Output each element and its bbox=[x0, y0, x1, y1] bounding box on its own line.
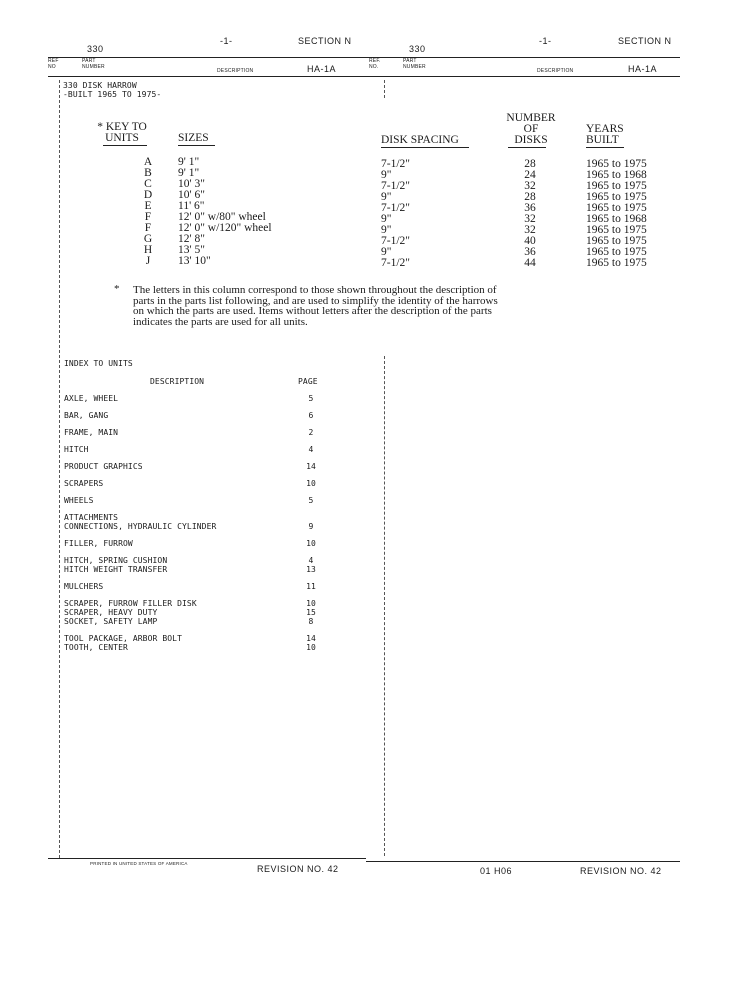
right-page-number: -1- bbox=[539, 36, 552, 46]
key-cell: C bbox=[144, 178, 152, 190]
document-title: 330 DISK HARROW -BUILT 1965 TO 1975- bbox=[63, 81, 162, 99]
index-page: 13 bbox=[306, 565, 316, 574]
years-cell: 1965 to 1968 bbox=[586, 213, 647, 225]
spacing-cell: 9" bbox=[381, 169, 392, 181]
index-item: TOOL PACKAGE, ARBOR BOLT bbox=[64, 634, 182, 643]
right-model-number: 330 bbox=[409, 44, 426, 54]
years-cell: 1965 to 1975 bbox=[586, 180, 647, 192]
index-page: 10 bbox=[306, 539, 316, 548]
years-built-underline bbox=[586, 147, 624, 148]
left-page-number: -1- bbox=[220, 36, 233, 46]
spacing-cell: 9" bbox=[381, 224, 392, 236]
key-cell: H bbox=[143, 244, 153, 256]
index-item: MULCHERS bbox=[64, 582, 104, 591]
index-item: SOCKET, SAFETY LAMP bbox=[64, 617, 158, 626]
index-page: 5 bbox=[308, 394, 314, 403]
left-part-number-label: PART NUMBER bbox=[82, 58, 105, 70]
spacing-cell: 7-1/2" bbox=[381, 180, 410, 192]
index-title: INDEX TO UNITS bbox=[64, 359, 133, 368]
index-item: CONNECTIONS, HYDRAULIC CYLINDER bbox=[64, 522, 217, 531]
index-item: SCRAPER, HEAVY DUTY bbox=[64, 608, 158, 617]
index-item: HITCH WEIGHT TRANSFER bbox=[64, 565, 168, 574]
index-list-pages bbox=[298, 394, 324, 652]
left-revision-number: REVISION NO. 42 bbox=[257, 864, 339, 874]
index-page: 14 bbox=[306, 634, 316, 643]
footnote-text: The letters in this column correspond to those shown throughout the description of parts in the parts list following, and are used to simplify the identity of the harrows on which the parts are used. Items without letters after the description of the parts indicates the parts are used for all units. bbox=[133, 284, 498, 328]
size-cell: 12' 8" bbox=[178, 233, 205, 245]
key-cell: J bbox=[145, 255, 151, 267]
center-divider-bottom bbox=[384, 356, 385, 856]
disks-cell: 40 bbox=[524, 235, 536, 247]
right-revision-number: REVISION NO. 42 bbox=[580, 866, 662, 876]
right-ref-no-label: REF. NO. bbox=[369, 58, 381, 70]
left-code-label: HA-1A bbox=[307, 64, 337, 74]
disk-spacing-underline bbox=[381, 147, 469, 148]
left-margin-dashed-line bbox=[59, 80, 60, 858]
size-cell: 13' 10" bbox=[178, 255, 211, 267]
index-page: 6 bbox=[308, 411, 314, 420]
revision-date-code: 01 H06 bbox=[480, 866, 513, 876]
years-cell: 1965 to 1975 bbox=[586, 224, 647, 236]
disks-cell: 32 bbox=[524, 180, 536, 192]
disks-cell: 36 bbox=[524, 246, 536, 258]
right-part-number-label: PART NUMBER bbox=[403, 58, 426, 70]
key-cell: G bbox=[143, 233, 153, 245]
left-section-label: SECTION N bbox=[298, 36, 352, 46]
key-to-units-underline bbox=[103, 145, 147, 146]
spacing-cell: 9" bbox=[381, 191, 392, 203]
key-cell: F bbox=[144, 222, 152, 234]
index-list-descriptions bbox=[64, 394, 216, 652]
center-divider-top bbox=[384, 80, 385, 98]
years-cell: 1965 to 1975 bbox=[586, 246, 647, 258]
years-cell: 1965 to 1975 bbox=[586, 158, 647, 170]
years-cell: 1965 to 1975 bbox=[586, 257, 647, 269]
key-cell: D bbox=[143, 189, 153, 201]
spacing-cell: 9" bbox=[381, 246, 392, 258]
index-item: BAR, GANG bbox=[64, 411, 109, 420]
spacing-cell: 7-1/2" bbox=[381, 158, 410, 170]
size-cell: 13' 5" bbox=[178, 244, 205, 256]
index-page: 2 bbox=[308, 428, 314, 437]
index-page: 10 bbox=[306, 599, 316, 608]
key-to-units-header: * KEY TO UNITS bbox=[97, 121, 147, 144]
size-cell: 11' 6" bbox=[178, 200, 205, 212]
index-page: 11 bbox=[306, 582, 316, 591]
left-ref-no-label: REF NO bbox=[48, 58, 59, 70]
number-of-disks-header: NUMBER OF DISKS bbox=[506, 112, 556, 146]
index-item: HITCH, SPRING CUSHION bbox=[64, 556, 168, 565]
index-page-header: PAGE bbox=[298, 377, 318, 386]
index-page: 5 bbox=[308, 496, 314, 505]
printed-in-usa: PRINTED IN UNITED STATES OF AMERICA bbox=[90, 861, 188, 866]
index-item: SCRAPER, FURROW FILLER DISK bbox=[64, 599, 197, 608]
years-cell: 1965 to 1975 bbox=[586, 235, 647, 247]
right-code-label: HA-1A bbox=[628, 64, 658, 74]
footnote-star: * bbox=[114, 283, 120, 295]
disks-cell: 28 bbox=[524, 158, 536, 170]
right-description-label: DESCRIPTION bbox=[537, 68, 574, 74]
years-cell: 1965 to 1975 bbox=[586, 191, 647, 203]
index-item: HITCH bbox=[64, 445, 89, 454]
index-page bbox=[298, 513, 324, 522]
spacing-cell: 7-1/2" bbox=[381, 235, 410, 247]
disks-cell: 44 bbox=[524, 257, 536, 269]
size-cell: 10' 6" bbox=[178, 189, 205, 201]
key-column bbox=[138, 157, 158, 267]
sizes-header: SIZES bbox=[178, 132, 209, 144]
years-cell: 1965 to 1968 bbox=[586, 169, 647, 181]
key-cell: E bbox=[144, 200, 152, 212]
years-cell: 1965 to 1975 bbox=[586, 202, 647, 214]
sizes-underline bbox=[178, 145, 215, 146]
index-page: 10 bbox=[306, 479, 316, 488]
index-item: SCRAPERS bbox=[64, 479, 104, 488]
size-cell: 10' 3" bbox=[178, 178, 205, 190]
left-description-label: DESCRIPTION bbox=[217, 68, 254, 74]
index-item: TOOTH, CENTER bbox=[64, 643, 128, 652]
index-item: ATTACHMENTS bbox=[64, 513, 119, 522]
index-page: 4 bbox=[308, 556, 314, 565]
index-item: WHEELS bbox=[64, 496, 94, 505]
years-built-header: YEARS BUILT bbox=[586, 123, 624, 146]
size-cell: 9' 1" bbox=[178, 167, 200, 179]
index-page: 15 bbox=[306, 608, 316, 617]
disks-cell: 32 bbox=[524, 224, 536, 236]
disk-spacing-column bbox=[381, 159, 410, 269]
index-description-header: DESCRIPTION bbox=[150, 377, 205, 386]
number-of-disks-column bbox=[508, 159, 552, 269]
size-cell: 12' 0" w/120" wheel bbox=[178, 222, 272, 234]
left-header-rule-bottom bbox=[48, 76, 366, 77]
number-of-disks-underline bbox=[508, 147, 546, 148]
spacing-cell: 7-1/2" bbox=[381, 257, 410, 269]
index-item: FRAME, MAIN bbox=[64, 428, 119, 437]
left-footer-rule bbox=[48, 858, 366, 859]
left-model-number: 330 bbox=[87, 44, 104, 54]
spacing-cell: 9" bbox=[381, 213, 392, 225]
index-page: 10 bbox=[306, 643, 316, 652]
index-item: FILLER, FURROW bbox=[64, 539, 133, 548]
index-item: PRODUCT GRAPHICS bbox=[64, 462, 143, 471]
size-cell: 9' 1" bbox=[178, 156, 200, 168]
index-page: 9 bbox=[308, 522, 314, 531]
years-built-column bbox=[586, 159, 647, 269]
index-page: 8 bbox=[308, 617, 314, 626]
right-footer-rule bbox=[366, 861, 680, 862]
key-cell: F bbox=[144, 211, 152, 223]
disks-cell: 32 bbox=[524, 213, 536, 225]
right-section-label: SECTION N bbox=[618, 36, 672, 46]
index-page: 14 bbox=[306, 462, 316, 471]
size-cell: 12' 0" w/80" wheel bbox=[178, 211, 266, 223]
key-cell: B bbox=[144, 167, 152, 179]
key-cell: A bbox=[143, 156, 153, 168]
right-header-rule-bottom bbox=[366, 76, 680, 77]
spacing-cell: 7-1/2" bbox=[381, 202, 410, 214]
disk-spacing-header: DISK SPACING bbox=[381, 134, 459, 146]
disks-cell: 36 bbox=[524, 202, 536, 214]
index-item: AXLE, WHEEL bbox=[64, 394, 119, 403]
disks-cell: 28 bbox=[524, 191, 536, 203]
index-page: 4 bbox=[308, 445, 314, 454]
disks-cell: 24 bbox=[524, 169, 536, 181]
sizes-column bbox=[178, 157, 272, 267]
